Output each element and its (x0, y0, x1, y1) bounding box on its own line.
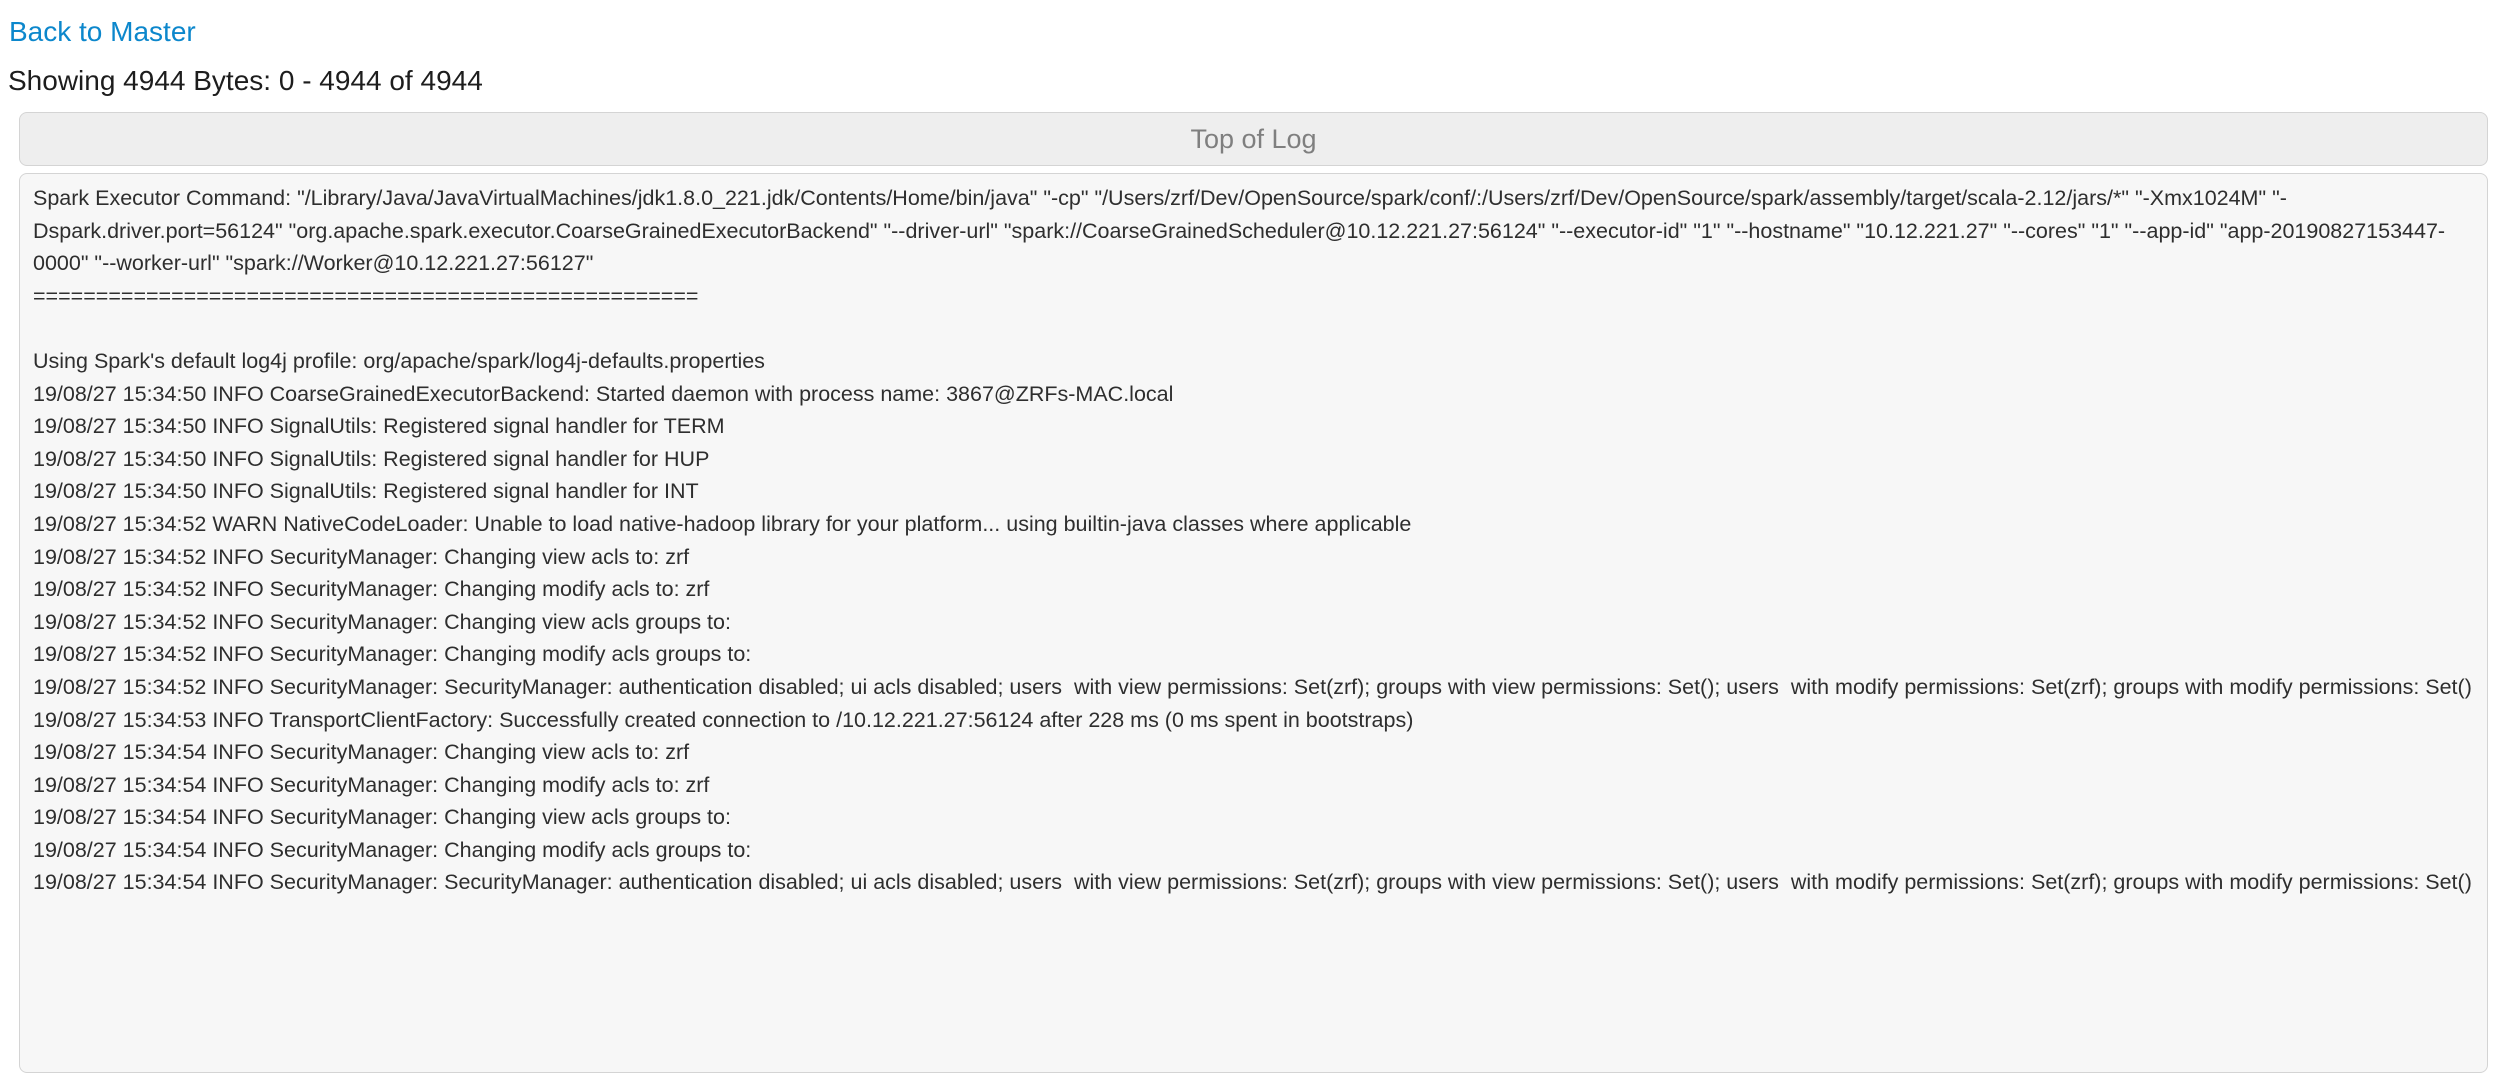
log-line: 19/08/27 15:34:53 INFO TransportClientFactory: Successfully created connection to /10.12.221.27:56124 after 228 ms (0 ms spent in bootstraps) (33, 707, 1414, 732)
log-line: 19/08/27 15:34:50 INFO CoarseGrainedExecutorBackend: Started daemon with process name: 3867@ZRFs-MAC.local (33, 381, 1174, 406)
back-to-master-link[interactable]: Back to Master (9, 16, 196, 47)
log-line: Using Spark's default log4j profile: org/apache/spark/log4j-defaults.properties (33, 348, 765, 373)
log-line: 19/08/27 15:34:50 INFO SignalUtils: Registered signal handler for TERM (33, 414, 725, 439)
log-line: 19/08/27 15:34:50 INFO SignalUtils: Registered signal handler for INT (33, 479, 699, 504)
log-line: 19/08/27 15:34:52 INFO SecurityManager: Changing view acls groups to: (33, 609, 731, 634)
log-line: 19/08/27 15:34:50 INFO SignalUtils: Registered signal handler for HUP (33, 446, 710, 471)
log-line: 19/08/27 15:34:54 INFO SecurityManager: SecurityManager: authentication disabled; ui acls disabled; users with view permissions: Set(zrf); groups with view permissions: Set(); users with modify permissions: Set(zrf); groups with modify permissions: Set() (33, 870, 2472, 895)
top-of-log-label: Top of Log (1190, 123, 1317, 154)
top-of-log-banner (19, 112, 2488, 166)
log-line: ===================================================== (33, 283, 699, 308)
byte-range-text: Showing 4944 Bytes: 0 - 4944 of 4944 (8, 65, 483, 96)
log-line: 19/08/27 15:34:54 INFO SecurityManager: Changing modify acls to: zrf (33, 772, 710, 797)
log-line (33, 312, 2474, 345)
log-line: 19/08/27 15:34:54 INFO SecurityManager: Changing modify acls groups to: (33, 837, 752, 862)
log-line: 19/08/27 15:34:54 INFO SecurityManager: Changing view acls groups to: (33, 805, 731, 830)
back-link-row (0, 0, 2510, 48)
log-content-box (19, 173, 2488, 1073)
log-line: Spark Executor Command: "/Library/Java/JavaVirtualMachines/jdk1.8.0_221.jdk/Contents/Home/bin/java" "-cp" "/Users/zrf/Dev/OpenSource/spark/conf/:/Users/zrf/Dev/OpenSource/spark/assembly/target/scala-2.12/jars/*" "-Xmx1024M" "-Dspark.driver.port=56124" "org.apache.spark.executor.CoarseGrainedExecutorBackend" "--driver-url" "spark://CoarseGrainedScheduler@10.12.221.27:56124" "--executor-id" "1" "--hostname" "10.12.221.27" "--cores" "1" "--app-id" "app-20190827153447-0000" "--worker-url" "spark://Worker@10.12.221.27:56127" (33, 186, 2446, 276)
log-line: 19/08/27 15:34:54 INFO SecurityManager: Changing view acls to: zrf (33, 740, 690, 765)
log-line: 19/08/27 15:34:52 INFO SecurityManager: Changing modify acls groups to: (33, 642, 752, 667)
log-line: 19/08/27 15:34:52 INFO SecurityManager: Changing view acls to: zrf (33, 544, 690, 569)
log-line: 19/08/27 15:34:52 WARN NativeCodeLoader: Unable to load native-hadoop library for your platform... using builtin-java classes where applicable (33, 511, 1412, 536)
log-line: 19/08/27 15:34:52 INFO SecurityManager: SecurityManager: authentication disabled; ui acls disabled; users with view permissions: Set(zrf); groups with view permissions: Set(); users with modify permissions: Set(zrf); groups with modify permissions: Set() (33, 674, 2472, 699)
log-line: 19/08/27 15:34:52 INFO SecurityManager: Changing modify acls to: zrf (33, 577, 710, 602)
